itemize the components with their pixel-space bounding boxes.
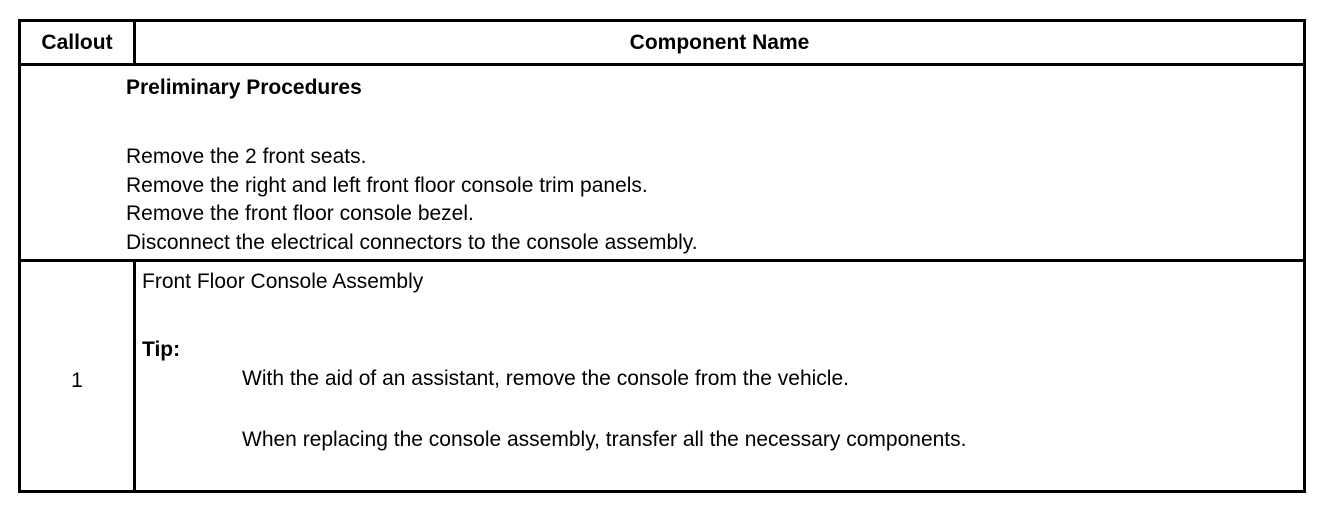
preliminary-procedures-row — [21, 66, 1303, 262]
tip-text: When replacing the console assembly, transfer all the necessary components. — [242, 428, 967, 451]
preliminary-step: Disconnect the electrical connectors to the console assembly. — [126, 230, 698, 254]
procedure-table — [18, 19, 1306, 493]
table-header-row — [21, 22, 1303, 66]
preliminary-step: Remove the 2 front seats. — [126, 145, 367, 168]
table-row — [21, 262, 1303, 490]
tip-text: With the aid of an assistant, remove the console from the vehicle. — [242, 367, 849, 390]
callout-number: 1 — [71, 369, 83, 392]
preliminary-procedures-title: Preliminary Procedures — [126, 76, 362, 99]
preliminary-step: Remove the right and left front floor console trim panels. — [126, 173, 648, 197]
preliminary-step: Remove the front floor console bezel. — [126, 202, 474, 225]
component-name: Front Floor Console Assembly — [142, 270, 424, 293]
tip-label: Tip: — [142, 338, 181, 361]
preliminary-steps-list — [126, 143, 698, 257]
component-name-column-header: Component Name — [629, 31, 810, 54]
callout-column-header: Callout — [21, 22, 136, 63]
callout-cell — [21, 262, 136, 490]
